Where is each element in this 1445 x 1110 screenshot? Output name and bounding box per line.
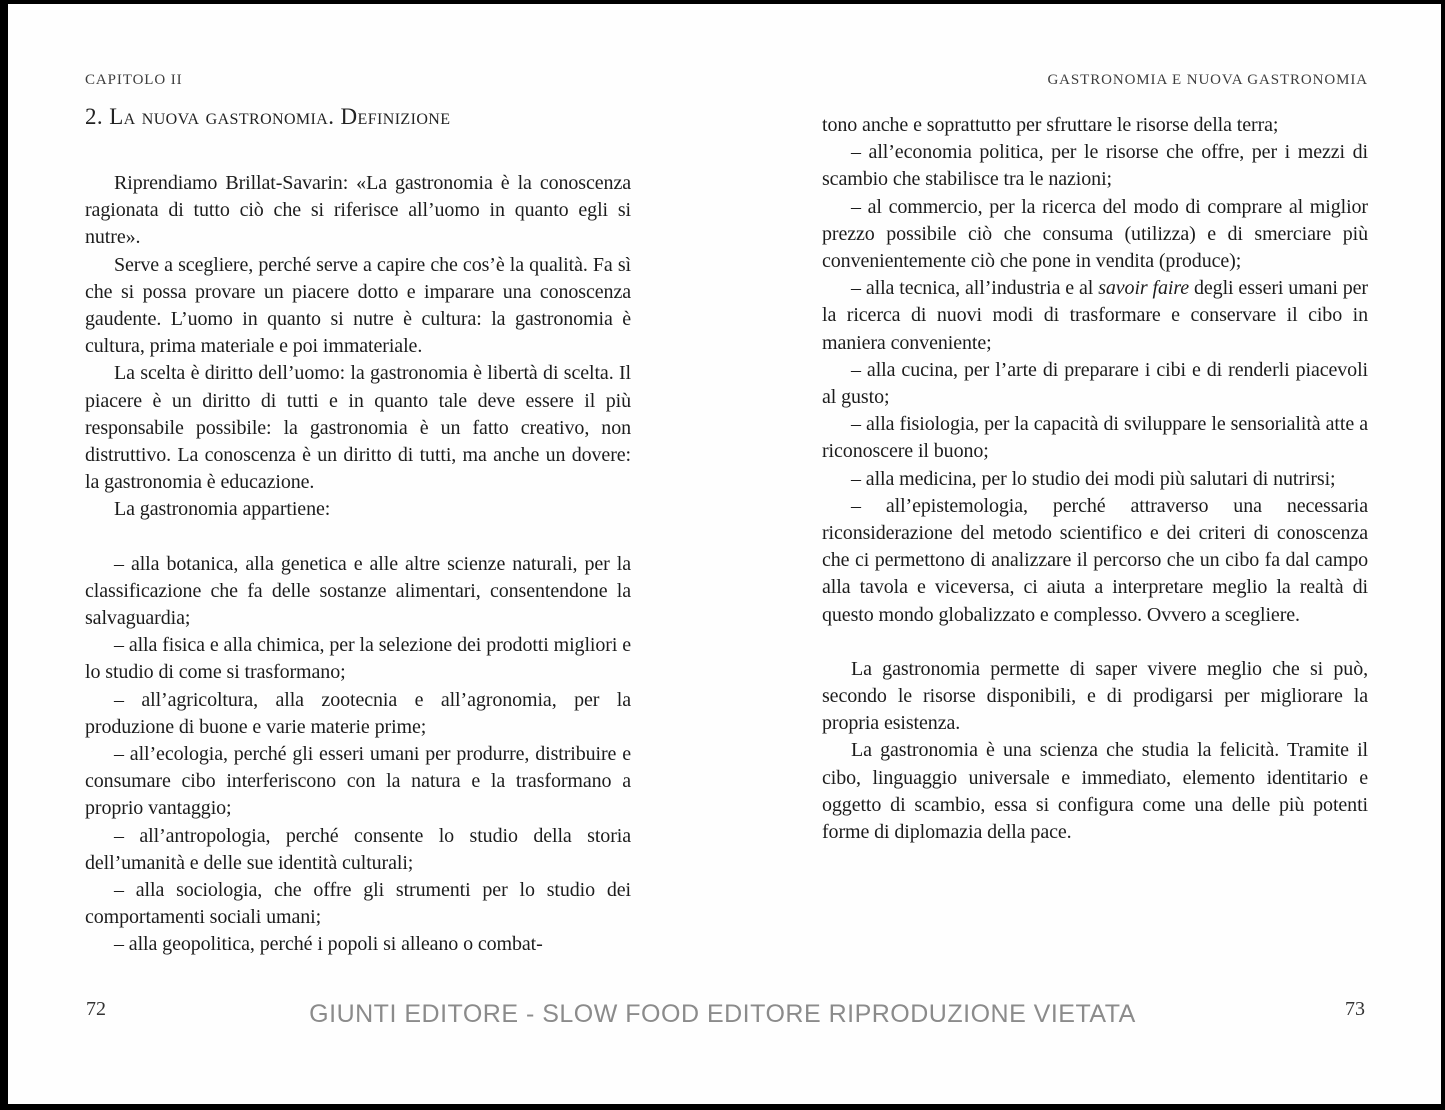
right-page-body — [822, 112, 1368, 846]
scan-edge-top — [0, 0, 1445, 4]
scan-edge-left — [0, 0, 8, 1110]
paragraph: La gastronomia permette di saper vivere meglio che si può, secondo le risorse disponibili, e di prodigarsi per migliorare la propria esistenza. — [822, 657, 1368, 735]
paragraph: Riprendiamo Brillat-Savarin: «La gastronomia è la conoscenza ragionata di tutto ciò che si riferisce all’uomo in quanto egli si nutre». — [85, 172, 631, 249]
paragraph: La gastronomia è una scienza che studia la felicità. Tramite il cibo, linguaggio universale e immediato, elemento identitario e oggetto di scambio, essa si configura come una delle più potenti forme di diplomazia della pace. — [822, 739, 1368, 844]
paragraph: – all’ecologia, perché gli esseri umani per produrre, distribuire e consumare cibo interferiscono con la natura e la trasformano a proprio vantaggio; — [85, 743, 631, 820]
paragraph: – alla medicina, per lo studio dei modi più salutari di nutrirsi; — [851, 467, 1336, 490]
paragraph: Serve a scegliere, perché serve a capire che cos’è la qualità. Fa sì che si possa provare un piacere dotto e imparare una conoscenza gaudente. L’uomo in quanto si nutre è cultura: la gastronomia è cultura, prima materiale e poi immateriale. — [85, 253, 631, 358]
section-heading: 2. La nuova gastronomia. Definizione — [85, 104, 451, 129]
paragraph: – alla tecnica, all’industria e al savoir faire degli esseri umani per la ricerca di nuovi modi di trasformare e conservare il cibo in maniera conveniente; — [822, 277, 1368, 354]
scan-edge-bottom — [0, 1104, 1445, 1110]
scan-edge-right — [1441, 0, 1445, 1110]
paragraph: La scelta è diritto dell’uomo: la gastronomia è libertà di scelta. Il piacere è un diritto di tutti e in quanto tale deve essere il più responsabile possibile: la gastronomia è un fatto creativo, non distruttivo. La conoscenza è un diritto di tutti, ma anche un dovere: la gastronomia è educazione. — [85, 362, 631, 494]
paragraph: – al commercio, per la ricerca del modo di comprare al miglior prezzo possibile ciò che consuma (utilizza) e di smerciare più convenientemente ciò che pone in vendita (produce); — [822, 195, 1368, 273]
paragraph: – alla fisica e alla chimica, per la selezione dei prodotti migliori e lo studio di come si trasformano; — [85, 634, 631, 684]
running-header-right: GASTRONOMIA E NUOVA GASTRONOMIA — [1047, 72, 1368, 88]
paragraph: tono anche e soprattutto per sfruttare le risorse della terra; — [822, 114, 1279, 136]
paragraph: – all’antropologia, perché consente lo studio della storia dell’umanità e delle sue identità culturali; — [85, 824, 631, 874]
paragraph: – all’epistemologia, perché attraverso una necessaria riconsiderazione del metodo scientifico e dei criteri di conoscenza che ci permettono di analizzare il percorso che un cibo fa dal campo alla tavola e viceversa, ci aiuta a interpretare meglio la realtà di questo mondo globalizzato e complesso. Ovvero a scegliere. — [822, 494, 1368, 626]
paragraph: – alla geopolitica, perché i popoli si alleano o combat- — [114, 933, 543, 956]
page-number-left: 72 — [86, 998, 106, 1020]
paragraph: La gastronomia appartiene: — [114, 498, 331, 521]
paragraph: – alla botanica, alla genetica e alle altre scienze naturali, per la classificazione che fa delle sostanze alimentari, consentendone la salvaguardia; — [85, 552, 631, 630]
paragraph: – all’agricoltura, alla zootecnia e all’agronomia, per la produzione di buone e varie materie prime; — [85, 688, 631, 738]
paragraph: – alla cucina, per l’arte di preparare i cibi e di renderli piacevoli al gusto; — [822, 358, 1368, 409]
paragraph: – alla sociologia, che offre gli strumenti per lo studio dei comportamenti sociali umani; — [85, 879, 631, 929]
left-page-body — [85, 170, 631, 959]
page-number-right: 73 — [1345, 998, 1365, 1020]
paragraph: – all’economia politica, per le risorse che offre, per i mezzi di scambio che stabilisce tra le nazioni; — [822, 141, 1368, 191]
copyright-watermark: GIUNTI EDITORE - SLOW FOOD EDITORE RIPRODUZIONE VIETATA — [309, 1000, 1136, 1028]
paragraph: – alla fisiologia, per la capacità di sviluppare le sensorialità atte a riconoscere il buono; — [822, 413, 1368, 463]
running-header-left: CAPITOLO II — [85, 72, 183, 88]
